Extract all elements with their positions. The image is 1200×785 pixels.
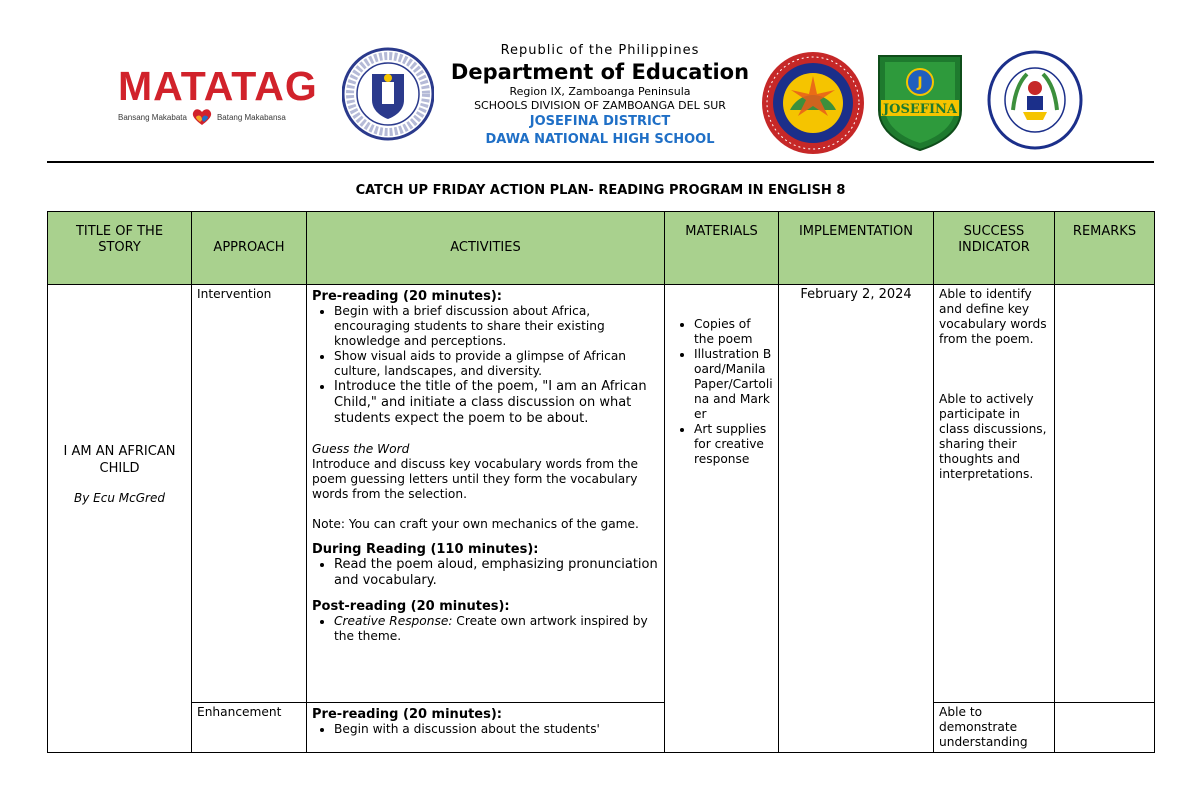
success-indicator-cell <box>934 285 1055 703</box>
document-title: CATCH UP FRIDAY ACTION PLAN- READING PROGRAM IN ENGLISH 8 <box>355 183 846 198</box>
story-author: By Ecu McGred <box>74 491 165 505</box>
list-item: • Art supplies for creative response <box>694 422 773 467</box>
heart-hands-icon <box>191 108 213 126</box>
list-item: • Introduce the title of the poem, "I am an African Child," and initiate a class discussion on what students expect the poem to be about. <box>334 379 659 427</box>
region-label: Region IX, Zamboanga Peninsula <box>509 85 691 98</box>
list-item: • Illustration Board/Manila Paper/Cartolina and Marker <box>694 347 773 422</box>
post-reading-heading: Post-reading (20 minutes): <box>312 599 510 614</box>
pre-reading-list-2 <box>312 722 659 737</box>
pre-reading-heading-2: Pre-reading (20 minutes): <box>312 707 502 722</box>
approach-enhancement: Enhancement <box>192 703 307 753</box>
list-item: • Copies of the poem <box>694 317 773 347</box>
creative-response-text: Create own artwork inspired by the theme. <box>334 614 648 643</box>
remarks-cell-2 <box>1055 703 1155 753</box>
list-item <box>334 614 659 644</box>
school-name: DAWA NATIONAL HIGH SCHOOL <box>485 132 715 147</box>
svg-text:J: J <box>917 75 923 91</box>
col-remarks: REMARKS <box>1055 212 1155 285</box>
republic-label: Republic of the Philippines <box>500 43 700 58</box>
game-title: Guess the Word <box>312 442 410 456</box>
school-seal-icon <box>987 50 1083 150</box>
deped-seal-icon <box>342 44 434 144</box>
col-materials: MATERIALS <box>665 212 779 285</box>
list-item: • Begin with a brief discussion about Africa, encouraging students to share their existing knowledge and perceptions. <box>334 304 659 349</box>
list-item: • Begin with a discussion about the students' <box>334 722 659 737</box>
tagline-left: Bansang Makabata <box>118 112 187 122</box>
creative-response-label: Creative Response: <box>334 614 453 628</box>
note-text: Note: You can craft your own mechanics of the game. <box>312 517 639 531</box>
table-row <box>48 703 1155 753</box>
list-item: • Read the poem aloud, emphasizing pronunciation and vocabulary. <box>334 557 659 589</box>
header-divider <box>47 161 1154 163</box>
col-title-of-story: TITLE OF THE STORY <box>48 212 192 285</box>
remarks-cell <box>1055 285 1155 703</box>
table-row <box>48 285 1155 703</box>
list-item: • Show visual aids to provide a glimpse of African culture, landscapes, and diversity. <box>334 349 659 379</box>
success-indicator-2: Able to actively participate in class discussions, sharing their thoughts and interpretations. <box>939 392 1047 481</box>
during-reading-list <box>312 557 659 589</box>
tagline-right: Batang Makabansa <box>216 112 286 122</box>
materials-list <box>670 317 773 467</box>
matatag-wordmark: MATATAG <box>118 63 318 109</box>
post-reading-list <box>312 614 659 644</box>
pre-reading-heading: Pre-reading (20 minutes): <box>312 289 502 304</box>
division-seal-icon <box>760 50 866 156</box>
josefina-district-badge-icon <box>873 52 967 152</box>
district-label: JOSEFINA DISTRICT <box>529 114 671 129</box>
col-success-indicator: SUCCESS INDICATOR <box>934 212 1055 285</box>
success-indicator-1: Able to identify and define key vocabulary words from the poem. <box>939 287 1047 346</box>
col-approach: APPROACH <box>192 212 307 285</box>
story-cell <box>48 285 192 753</box>
action-plan-table <box>47 211 1155 753</box>
game-text: Introduce and discuss key vocabulary words from the poem guessing letters until they form the vocabulary words from the selection. <box>312 457 638 501</box>
activities-cell-2 <box>307 703 665 753</box>
josefina-badge-text: JOSEFINA <box>882 102 958 117</box>
pre-reading-list <box>312 304 659 427</box>
approach-intervention: Intervention <box>192 285 307 703</box>
table-header-row <box>48 212 1155 285</box>
matatag-tagline <box>118 108 313 126</box>
col-activities: ACTIVITIES <box>307 212 665 285</box>
division-label: SCHOOLS DIVISION OF ZAMBOANGA DEL SUR <box>474 99 726 112</box>
implementation-date: February 2, 2024 <box>779 285 934 753</box>
letterhead <box>440 43 760 149</box>
success-indicator-cell-2: Able to demonstrate understanding <box>934 703 1055 753</box>
materials-cell <box>665 285 779 753</box>
matatag-logo <box>118 63 318 126</box>
activities-cell <box>307 285 665 703</box>
during-reading-heading: During Reading (110 minutes): <box>312 542 539 557</box>
department-name: Department of Education <box>450 60 750 84</box>
story-title: I AM AN AFRICAN CHILD <box>63 444 176 476</box>
col-implementation: IMPLEMENTATION <box>779 212 934 285</box>
